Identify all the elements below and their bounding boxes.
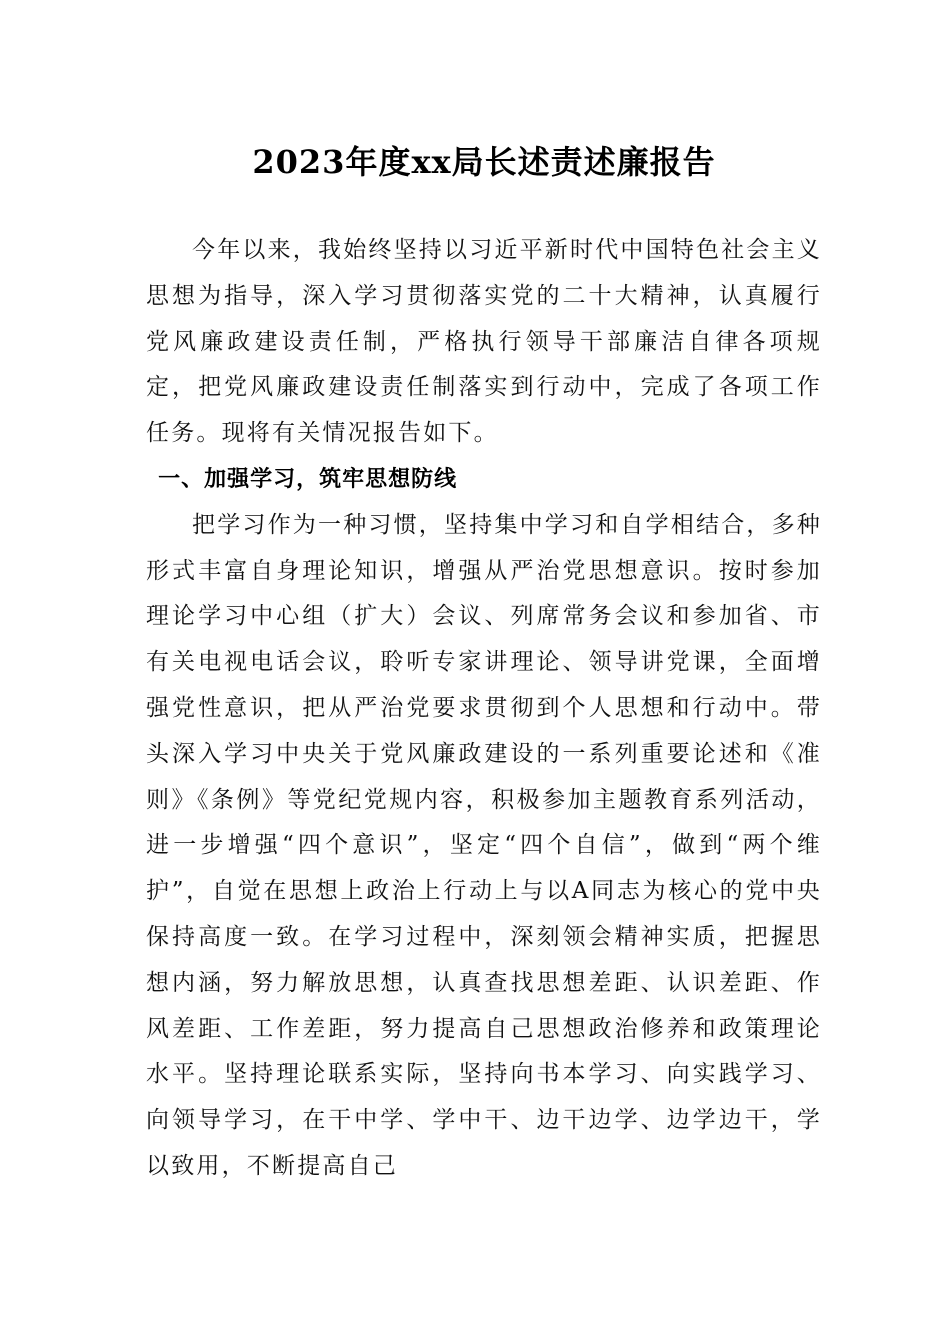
intro-paragraph: 今年以来，我始终坚持以习近平新时代中国特色社会主义思想为指导，深入学习贯彻落实党的二十大精神，认真履行党风廉政建设责任制，严格执行领导干部廉洁自律各项规定，把党风廉政建设责任制落实到行动中，完成了各项工作任务。现将有关情况报告如下。 — [146, 237, 822, 447]
document-title: 2023年度xx局长述责述廉报告 — [252, 143, 716, 181]
section-heading-1: 一、加强学习，筑牢思想防线 — [158, 466, 458, 492]
document-body — [146, 138, 822, 1190]
section-paragraph-1: 把学习作为一种习惯，坚持集中学习和自学相结合，多种形式丰富自身理论知识，增强从严治党思想意识。按时参加理论学习中心组（扩大）会议、列席常务会议和参加省、市有关电视电话会议，聆听专家讲理论、领导讲党课，全面增强党性意识，把从严治党要求贯彻到个人思想和行动中。带头深入学习中央关于党风廉政建设的一系列重要论述和《准则》《条例》等党纪党规内容，积极参加主题教育系列活动，进一步增强“四个意识”，坚定“四个自信”，做到“两个维护”，自觉在思想上政治上行动上与以A同志为核心的党中央保持高度一致。在学习过程中，深刻领会精神实质，把握思想内涵，努力解放思想，认真查找思想差距、认识差距、作风差距、工作差距，努力提高自己思想政治修养和政策理论水平。坚持理论联系实际，坚持向书本学习、向实践学习、向领导学习，在干中学、学中干、边干边学、边学边干，学以致用，不断提高自己 — [146, 511, 822, 1179]
